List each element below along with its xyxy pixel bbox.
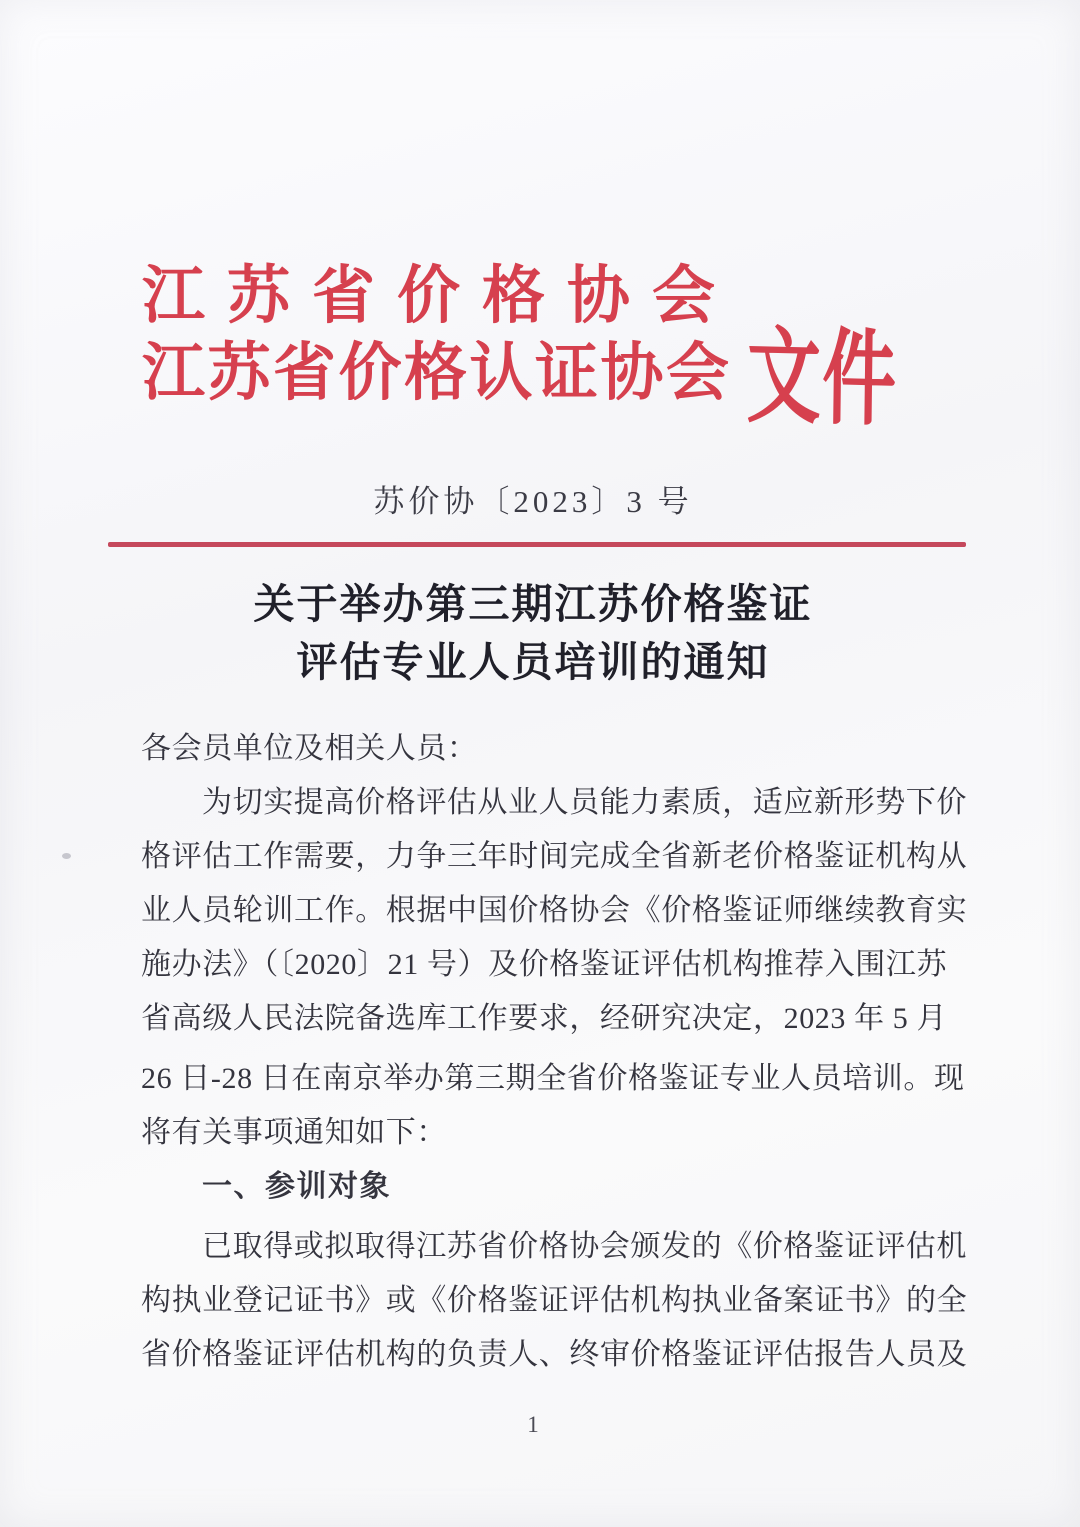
org-name-line1: 江苏省价格协会 [142,261,737,331]
letterhead [142,258,737,412]
title-line1: 关于举办第三期江苏价格鉴证 [253,581,813,627]
salutation-line: 各会员单位及相关人员： [141,732,478,765]
body-line: 26 日-28 日在南京举办第三期全省价格鉴证专业人员培训。现 [141,1062,965,1095]
scan-artifact [62,853,71,859]
body-line: 格评估工作需要，力争三年时间完成全省新老价格鉴证机构从 [141,840,968,873]
body-line: 省价格鉴证评估机构的负责人、终审价格鉴证评估报告人员及 [141,1338,968,1371]
org-name-line2: 江苏省价格认证协会 [142,338,732,408]
body-line: 为切实提高价格评估从业人员能力素质，适应新形势下价 [202,786,967,819]
body-line: 省高级人民法院备选库工作要求，经研究决定，2023 年 5 月 [141,1002,948,1035]
document-body [141,722,968,1382]
page-number: 1 [527,1412,539,1437]
document-title [0,575,1066,691]
letterhead-divider-rule [108,542,966,547]
body-line: 构执业登记证书》或《价格鉴证评估机构执业备案证书》的全 [141,1284,968,1317]
body-line: 施办法》（〔2020〕21 号）及价格鉴证评估机构推荐入围江苏 [141,948,948,981]
doc-type-label: 文件 [746,319,899,439]
title-line2: 评估专业人员培训的通知 [296,639,770,685]
body-line: 业人员轮训工作。根据中国价格协会《价格鉴证师继续教育实 [141,894,968,927]
body-line: 已取得或拟取得江苏省价格协会颁发的《价格鉴证评估机 [202,1230,967,1263]
doc-number: 苏价协〔2023〕3 号 [373,484,693,519]
body-line: 将有关事项通知如下： [141,1116,447,1149]
section-heading: 一、参训对象 [202,1170,391,1203]
